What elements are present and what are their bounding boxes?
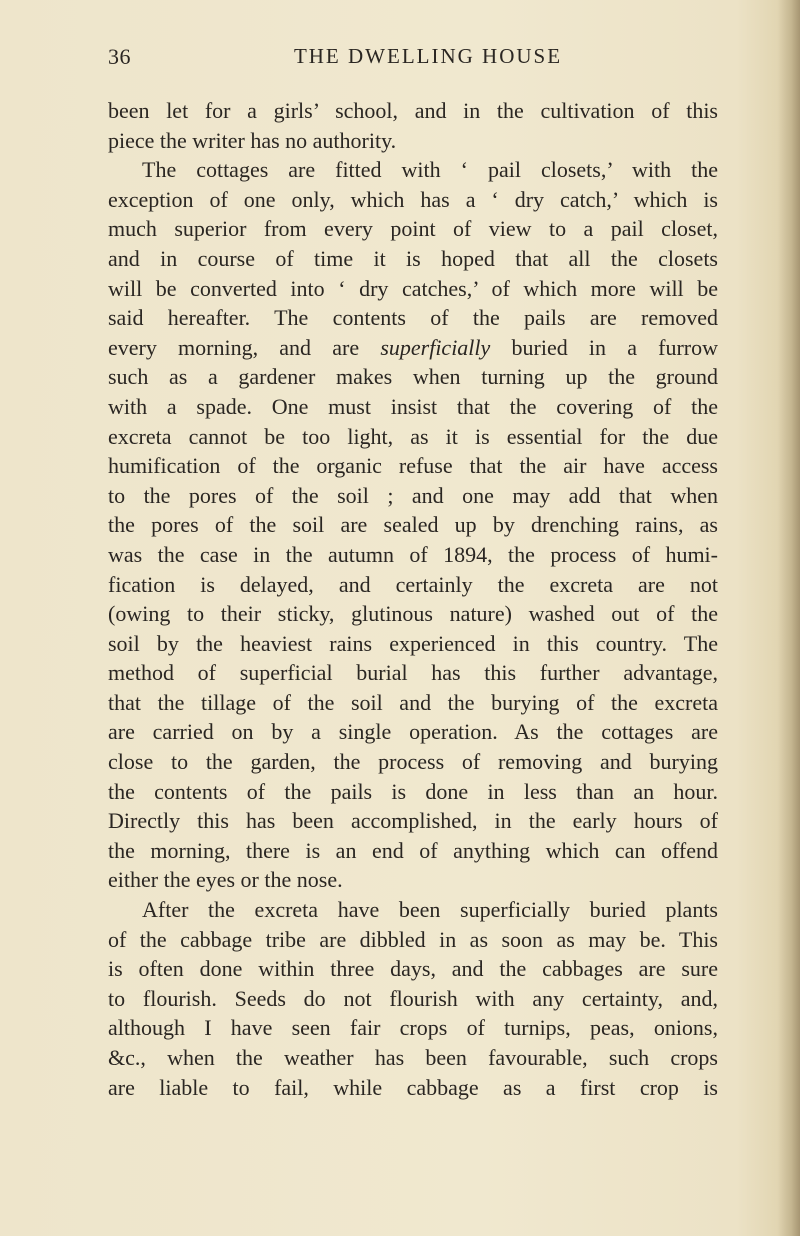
text-line: humification of the organic refuse that the air have access [108, 453, 718, 479]
text-line: &c., when the weather has been favourable, such crops [108, 1045, 718, 1070]
text-line: said hereafter. The contents of the pails are removed [108, 305, 718, 331]
text-line: that the tillage of the soil and the burying of the excreta [108, 689, 718, 715]
text-line: piece the writer has no authority. [108, 127, 397, 153]
page-edge-shadow [778, 0, 800, 1236]
text-line: although I have seen fair crops of turnips, peas, onions, [108, 1015, 718, 1041]
text-line-with-italic [108, 333, 718, 363]
text-line: will be converted into ‘ dry catches,’ of which more will be [108, 275, 718, 301]
text-line: to the pores of the soil ; and one may add that when [108, 482, 718, 508]
text-line: much superior from every point of view to a pail closet, [108, 216, 718, 242]
text-line: are liable to fail, while cabbage as a first crop is [108, 1074, 718, 1100]
text-line: The cottages are fitted with ‘ pail closets,’ with the [142, 157, 718, 183]
text-line: exception of one only, which has a ‘ dry catch,’ which is [108, 186, 718, 212]
text-line: (owing to their sticky, glutinous nature) washed out of the [108, 601, 718, 627]
text-line: close to the garden, the process of removing and burying [108, 749, 718, 775]
text-line: are carried on by a single operation. As the cottages are [108, 719, 718, 745]
text-line: with a spade. One must insist that the covering of the [108, 393, 718, 419]
text-line: either the eyes or the nose. [108, 867, 343, 893]
text-line: of the cabbage tribe are dibbled in as soon as may be. This [108, 926, 718, 952]
text-line: was the case in the autumn of 1894, the process of humi- [108, 541, 718, 567]
text-line: and in course of time it is hoped that all the closets [108, 245, 718, 271]
text-line: such as a gardener makes when turning up the ground [108, 364, 718, 390]
text-line: After the excreta have been superficially buried plants [142, 897, 718, 923]
text-line: been let for a girls’ school, and in the cultivation of this [108, 98, 718, 123]
text-line: the pores of the soil are sealed up by drenching rains, as [108, 512, 718, 538]
text-line: the contents of the pails is done in less than an hour. [108, 778, 718, 804]
text-line: fication is delayed, and certainly the excreta are not [108, 571, 718, 597]
page-header [108, 44, 718, 74]
text-line: soil by the heaviest rains experienced in this country. The [108, 630, 718, 656]
body-text [108, 96, 718, 1102]
text-line: Directly this has been accomplished, in the early hours of [108, 808, 718, 834]
text-line: to flourish. Seeds do not flourish with any certainty, and, [108, 985, 718, 1011]
page-number: 36 [108, 44, 131, 69]
running-title: THE DWELLING HOUSE [293, 44, 563, 68]
italic-word: superficially [380, 334, 491, 360]
text-segment: every morning, and are [108, 334, 360, 360]
text-line: method of superficial burial has this further advantage, [108, 660, 718, 686]
text-segment: buried in a furrow [511, 334, 719, 360]
text-line: the morning, there is an end of anything which can offend [108, 837, 718, 863]
text-line: excreta cannot be too light, as it is essential for the due [108, 423, 718, 449]
text-line: is often done within three days, and the cabbages are sure [108, 956, 718, 982]
